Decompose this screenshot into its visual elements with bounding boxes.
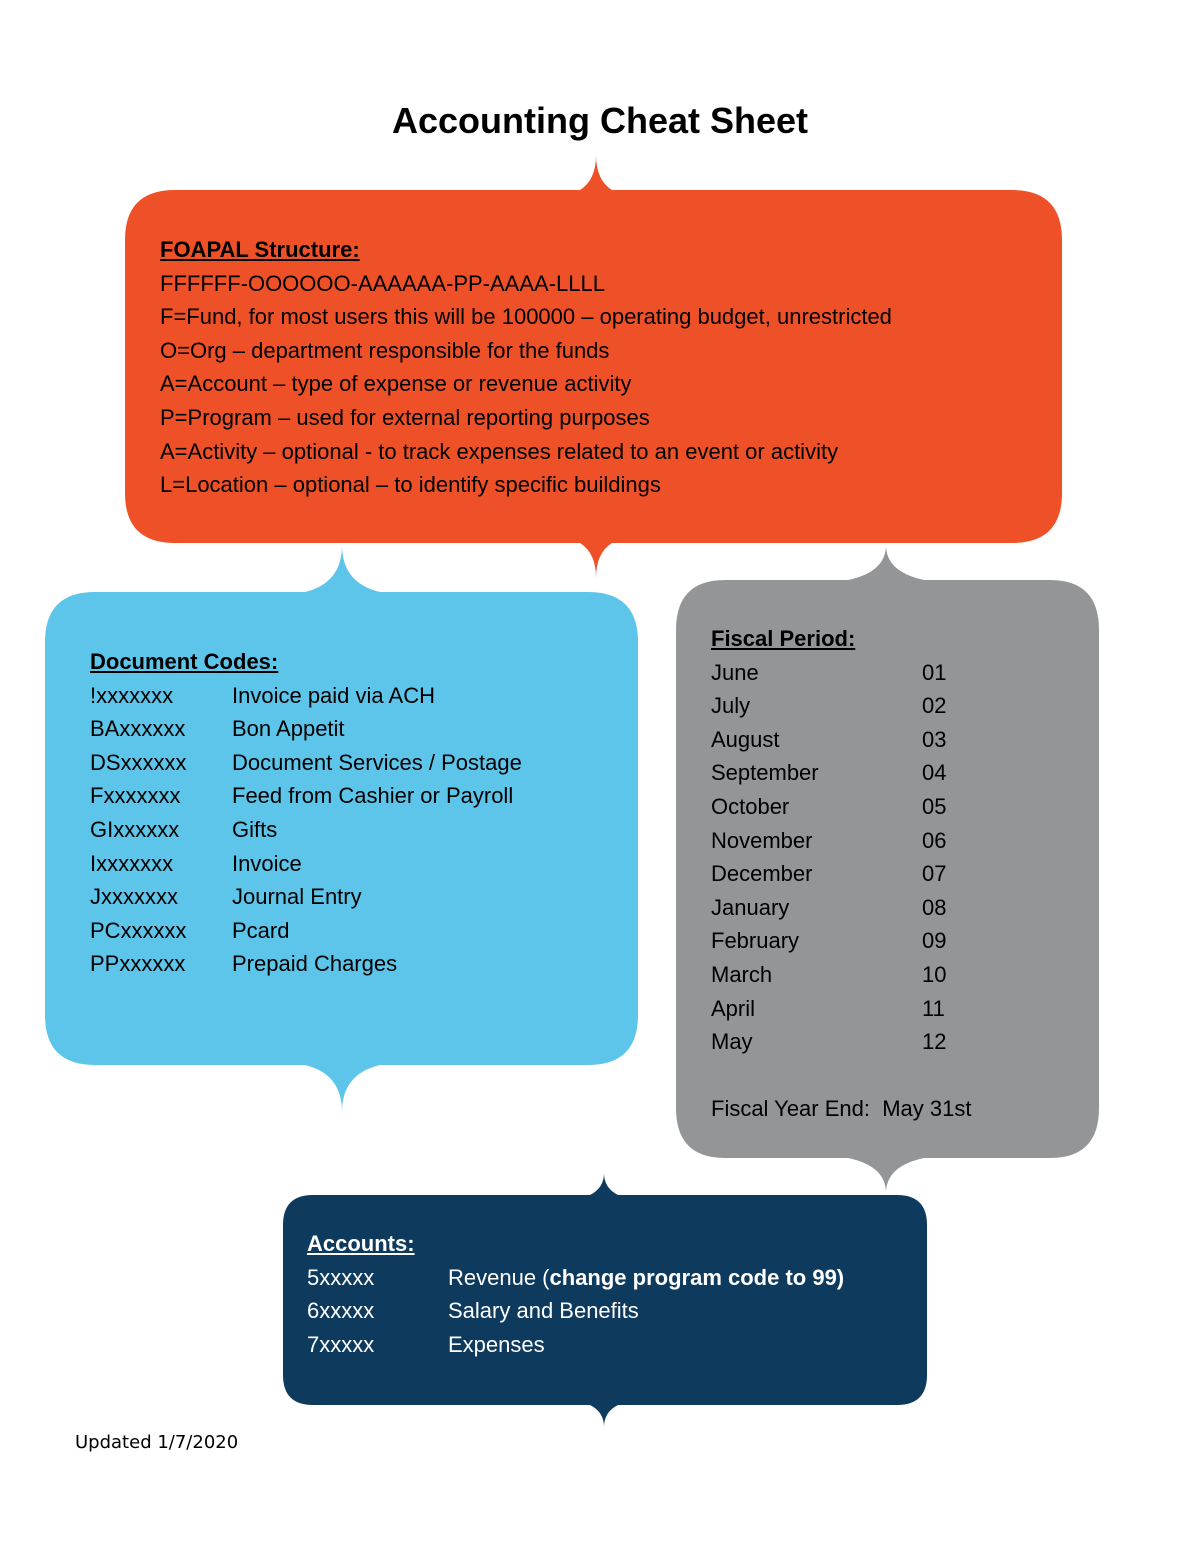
fiscal-month: October	[711, 793, 790, 819]
document-code: BAxxxxxx	[90, 716, 186, 742]
accounts-panel	[307, 1227, 844, 1361]
document-code: !xxxxxxx	[90, 682, 174, 708]
fiscal-period-heading: Fiscal Period:	[711, 626, 856, 651]
updated-date: Updated 1/7/2020	[75, 1432, 239, 1453]
fiscal-period-number: 01	[922, 659, 947, 685]
document-code-description: Prepaid Charges	[232, 951, 398, 977]
document-code: Ixxxxxxx	[90, 850, 174, 876]
foapal-line: F=Fund, for most users this will be 100000 – operating budget, unrestricted	[160, 304, 892, 330]
document-code: PPxxxxxx	[90, 951, 186, 977]
fiscal-period-row	[711, 958, 971, 992]
foapal-line: A=Account – type of expense or revenue activity	[160, 371, 632, 397]
fiscal-period-number: 02	[922, 693, 947, 719]
fiscal-month: September	[711, 760, 819, 786]
document-code-row	[90, 712, 522, 746]
foapal-line: FFFFFF-OOOOOO-AAAAAA-PP-AAAA-LLLL	[160, 270, 605, 296]
foapal-heading: FOAPAL Structure:	[160, 237, 360, 262]
document-code: GIxxxxxx	[90, 816, 180, 842]
document-code-row	[90, 914, 522, 948]
document-code-row	[90, 847, 522, 881]
document-code-description: Invoice paid via ACH	[232, 682, 435, 708]
account-row	[307, 1261, 844, 1295]
fiscal-period-row	[711, 756, 971, 790]
foapal-line: L=Location – optional – to identify specific buildings	[160, 472, 661, 498]
fiscal-month: March	[711, 961, 773, 987]
fiscal-period-row	[711, 689, 971, 723]
foapal-line: A=Activity – optional - to track expenses related to an event or activity	[160, 438, 839, 464]
fiscal-month: February	[711, 928, 800, 954]
fiscal-period-number: 08	[922, 894, 947, 920]
fiscal-period-number: 12	[922, 1029, 947, 1055]
page-title: Accounting Cheat Sheet	[391, 100, 809, 141]
account-description: Expenses	[448, 1331, 545, 1357]
account-code: 5xxxxx	[307, 1264, 375, 1290]
account-description: Salary and Benefits	[448, 1298, 639, 1324]
fiscal-period-panel	[711, 622, 971, 1126]
document-code-description: Feed from Cashier or Payroll	[232, 783, 514, 809]
fiscal-period-row	[711, 857, 971, 891]
fiscal-period-number: 09	[922, 928, 947, 954]
fiscal-month: June	[711, 659, 759, 685]
document-code: Jxxxxxxx	[90, 884, 178, 910]
fiscal-period-row	[711, 824, 971, 858]
document-code: DSxxxxxx	[90, 749, 187, 775]
account-code: 7xxxxx	[307, 1331, 375, 1357]
account-note: change program code to 99)	[549, 1264, 845, 1290]
fiscal-period-number: 07	[922, 861, 947, 887]
fiscal-year-end	[711, 1092, 971, 1126]
fiscal-month: May	[711, 1029, 753, 1055]
document-code-description: Bon Appetit	[232, 716, 345, 742]
foapal-line: O=Org – department responsible for the funds	[160, 337, 610, 363]
fiscal-year-end-label: Fiscal Year End:	[711, 1096, 870, 1122]
fiscal-period-number: 11	[922, 995, 945, 1021]
fiscal-period-row	[711, 992, 971, 1026]
fiscal-period-row	[711, 891, 971, 925]
fiscal-month: August	[711, 726, 780, 752]
fiscal-month: April	[711, 995, 756, 1021]
fiscal-period-number: 03	[922, 726, 947, 752]
document-code-row	[90, 779, 522, 813]
fiscal-month: July	[711, 693, 751, 719]
document-code-description: Journal Entry	[232, 884, 362, 910]
fiscal-month: January	[711, 894, 790, 920]
document-code: PCxxxxxx	[90, 917, 187, 943]
foapal-line: P=Program – used for external reporting purposes	[160, 404, 650, 430]
fiscal-period-row	[711, 656, 971, 690]
document-code-row	[90, 813, 522, 847]
fiscal-period-number: 06	[922, 827, 947, 853]
fiscal-period-number: 05	[922, 793, 947, 819]
document-code-row	[90, 880, 522, 914]
fiscal-month: December	[711, 861, 813, 887]
document-code-row	[90, 679, 522, 713]
document-code-description: Gifts	[232, 816, 278, 842]
document-code-row	[90, 947, 522, 981]
fiscal-period-row	[711, 723, 971, 757]
document-codes-heading: Document Codes:	[90, 649, 279, 674]
account-description-text: Revenue (	[448, 1264, 550, 1290]
fiscal-period-number: 04	[922, 760, 947, 786]
fiscal-month: November	[711, 827, 813, 853]
foapal-panel	[160, 233, 892, 502]
fiscal-period-row	[711, 1025, 971, 1059]
document-code-description: Document Services / Postage	[232, 749, 522, 775]
fiscal-period-row	[711, 924, 971, 958]
account-row	[307, 1294, 844, 1328]
spacer	[711, 1059, 971, 1093]
account-description	[448, 1261, 844, 1295]
accounts-heading: Accounts:	[307, 1231, 415, 1256]
fiscal-year-end-value: May 31st	[882, 1096, 972, 1122]
fiscal-period-row	[711, 790, 971, 824]
document-codes-panel	[90, 645, 522, 981]
account-row	[307, 1328, 844, 1362]
document-code-description: Invoice	[232, 850, 302, 876]
document-code-description: Pcard	[232, 917, 290, 943]
document-code: Fxxxxxxx	[90, 783, 181, 809]
document-code-row	[90, 746, 522, 780]
account-code: 6xxxxx	[307, 1298, 375, 1324]
fiscal-period-number: 10	[922, 961, 947, 987]
